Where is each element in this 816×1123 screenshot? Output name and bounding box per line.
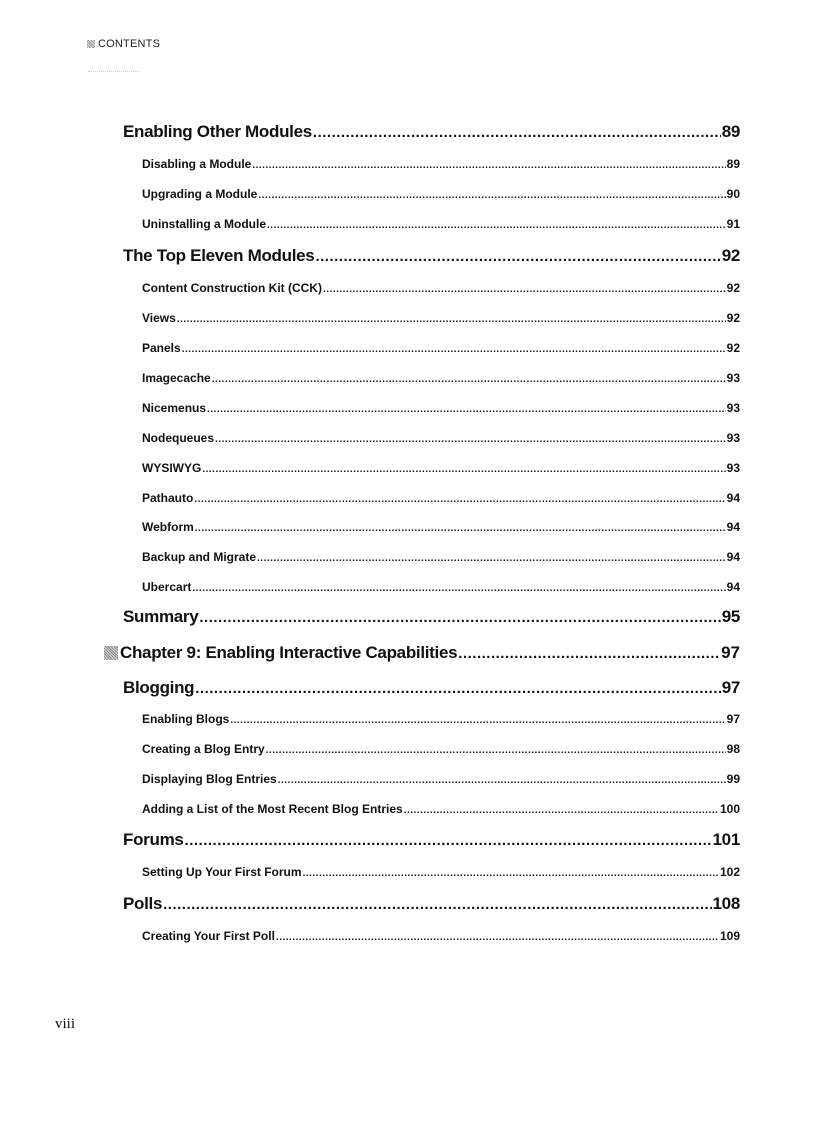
dot-leader xyxy=(315,248,720,265)
dot-leader xyxy=(194,494,725,505)
toc-entry-subsection[interactable] xyxy=(142,865,740,879)
toc-entry-section[interactable] xyxy=(123,830,740,850)
toc-entry-title: Creating a Blog Entry xyxy=(142,742,265,756)
toc-entry-title: Nodequeues xyxy=(142,431,215,445)
header-rule xyxy=(88,71,140,72)
toc-entry-title: Uninstalling a Module xyxy=(142,217,267,231)
dot-leader xyxy=(182,344,726,355)
toc-entry-page: 101 xyxy=(712,830,740,849)
toc-entry-page: 90 xyxy=(726,187,740,201)
dot-leader xyxy=(404,805,719,816)
toc-entry-title: WYSIWYG xyxy=(142,461,202,475)
toc-entry-section[interactable] xyxy=(123,122,740,142)
toc-entry-title: Setting Up Your First Forum xyxy=(142,865,302,879)
square-bullet-icon xyxy=(87,40,95,48)
toc-entry-subsection[interactable] xyxy=(142,580,740,594)
dot-leader xyxy=(258,190,725,201)
toc-entry-subsection[interactable] xyxy=(142,772,740,786)
toc-entry-title: Nicemenus xyxy=(142,401,207,415)
toc-entry-title: Panels xyxy=(142,341,181,355)
toc-entry-title: Content Construction Kit (CCK) xyxy=(142,281,322,295)
toc-entry-title: Views xyxy=(142,311,176,325)
toc-entry-page: 94 xyxy=(726,520,740,534)
toc-entry-page: 109 xyxy=(719,929,740,943)
chapter-square-icon xyxy=(104,646,118,660)
toc-entry-subsection[interactable] xyxy=(142,187,740,201)
toc-entry-title: Displaying Blog Entries xyxy=(142,772,277,786)
dot-leader xyxy=(215,434,726,445)
running-header xyxy=(87,38,160,50)
dot-leader xyxy=(177,314,726,325)
dot-leader xyxy=(163,896,711,913)
toc-entry-subsection[interactable] xyxy=(142,491,740,505)
toc-entry-title: Creating Your First Poll xyxy=(142,929,275,943)
toc-entry-page: 94 xyxy=(726,580,740,594)
toc-entry-title: Chapter 9: Enabling Interactive Capabilities xyxy=(120,643,458,662)
toc-entry-title: Blogging xyxy=(123,678,195,697)
toc-entry-section[interactable] xyxy=(123,894,740,914)
toc-entry-subsection[interactable] xyxy=(142,520,740,534)
toc-entry-subsection[interactable] xyxy=(142,550,740,564)
dot-leader xyxy=(199,609,720,626)
toc-entry-subsection[interactable] xyxy=(142,929,740,943)
toc-entry-subsection[interactable] xyxy=(142,742,740,756)
toc-entry-page: 89 xyxy=(721,122,740,141)
toc-entry-page: 93 xyxy=(726,401,740,415)
toc-entry-title: Adding a List of the Most Recent Blog Entries xyxy=(142,802,403,816)
toc-entry-title: Enabling Blogs xyxy=(142,712,230,726)
toc-entry-title: Upgrading a Module xyxy=(142,187,258,201)
toc-entry-page: 93 xyxy=(726,431,740,445)
dot-leader xyxy=(185,832,712,849)
dot-leader xyxy=(278,775,726,786)
toc-entry-subsection[interactable] xyxy=(142,431,740,445)
toc-entry-page: 91 xyxy=(726,217,740,231)
dot-leader xyxy=(252,160,725,171)
toc-entry-page: 97 xyxy=(726,712,740,726)
toc-entry-page: 89 xyxy=(726,157,740,171)
toc-entry-subsection[interactable] xyxy=(142,461,740,475)
dot-leader xyxy=(313,124,721,141)
dot-leader xyxy=(276,932,719,943)
toc-entry-section[interactable] xyxy=(123,246,740,266)
dot-leader xyxy=(207,404,726,415)
toc-entry-title: Imagecache xyxy=(142,371,211,385)
toc-entry-page: 100 xyxy=(719,802,740,816)
toc-entry-page: 95 xyxy=(721,607,740,626)
toc-entry-title: Polls xyxy=(123,894,163,913)
toc-entry-title: Summary xyxy=(123,607,199,626)
toc-entry-page: 93 xyxy=(726,461,740,475)
dot-leader xyxy=(458,645,720,662)
toc-entry-subsection[interactable] xyxy=(142,157,740,171)
toc-entry-page: 94 xyxy=(726,491,740,505)
toc-entry-title: The Top Eleven Modules xyxy=(123,246,315,265)
toc-entry-page: 92 xyxy=(726,341,740,355)
toc-entry-page: 102 xyxy=(719,865,740,879)
toc-entry-subsection[interactable] xyxy=(142,401,740,415)
toc-entry-page: 97 xyxy=(721,643,740,662)
toc-entry-page: 92 xyxy=(721,246,740,265)
toc-entry-section[interactable] xyxy=(123,607,740,627)
dot-leader xyxy=(230,715,725,726)
toc-entry-page: 108 xyxy=(712,894,740,913)
dot-leader xyxy=(195,523,726,534)
toc-entry-section[interactable] xyxy=(123,678,740,698)
toc-entry-page: 93 xyxy=(726,371,740,385)
toc-entry-page: 92 xyxy=(726,311,740,325)
toc-entry-title: Forums xyxy=(123,830,184,849)
toc-entry-subsection[interactable] xyxy=(142,712,740,726)
dot-leader xyxy=(195,680,720,697)
page-folio: viii xyxy=(55,1016,76,1032)
dot-leader xyxy=(266,745,726,756)
dot-leader xyxy=(257,553,726,564)
toc-entry-chapter[interactable] xyxy=(104,643,740,663)
toc-entry-subsection[interactable] xyxy=(142,371,740,385)
toc-entry-subsection[interactable] xyxy=(142,341,740,355)
dot-leader xyxy=(323,284,726,295)
dot-leader xyxy=(303,868,719,879)
toc-entry-page: 97 xyxy=(721,678,740,697)
toc-entry-page: 94 xyxy=(726,550,740,564)
toc-entry-title: Disabling a Module xyxy=(142,157,252,171)
dot-leader xyxy=(212,374,726,385)
running-header-label: CONTENTS xyxy=(98,38,161,50)
toc-entry-title: Pathauto xyxy=(142,491,194,505)
dot-leader xyxy=(267,220,726,231)
toc-entry-page: 98 xyxy=(726,742,740,756)
toc-entry-title: Enabling Other Modules xyxy=(123,122,312,141)
toc-entry-title: Webform xyxy=(142,520,194,534)
toc-entry-page: 99 xyxy=(726,772,740,786)
dot-leader xyxy=(192,583,725,594)
toc-entry-subsection[interactable] xyxy=(142,311,740,325)
toc-entry-title: Ubercart xyxy=(142,580,192,594)
dot-leader xyxy=(202,464,725,475)
toc-entry-page: 92 xyxy=(726,281,740,295)
toc-entry-subsection[interactable] xyxy=(142,281,740,295)
toc-entry-subsection[interactable] xyxy=(142,217,740,231)
toc-entry-subsection[interactable] xyxy=(142,802,740,816)
toc-entry-title: Backup and Migrate xyxy=(142,550,257,564)
